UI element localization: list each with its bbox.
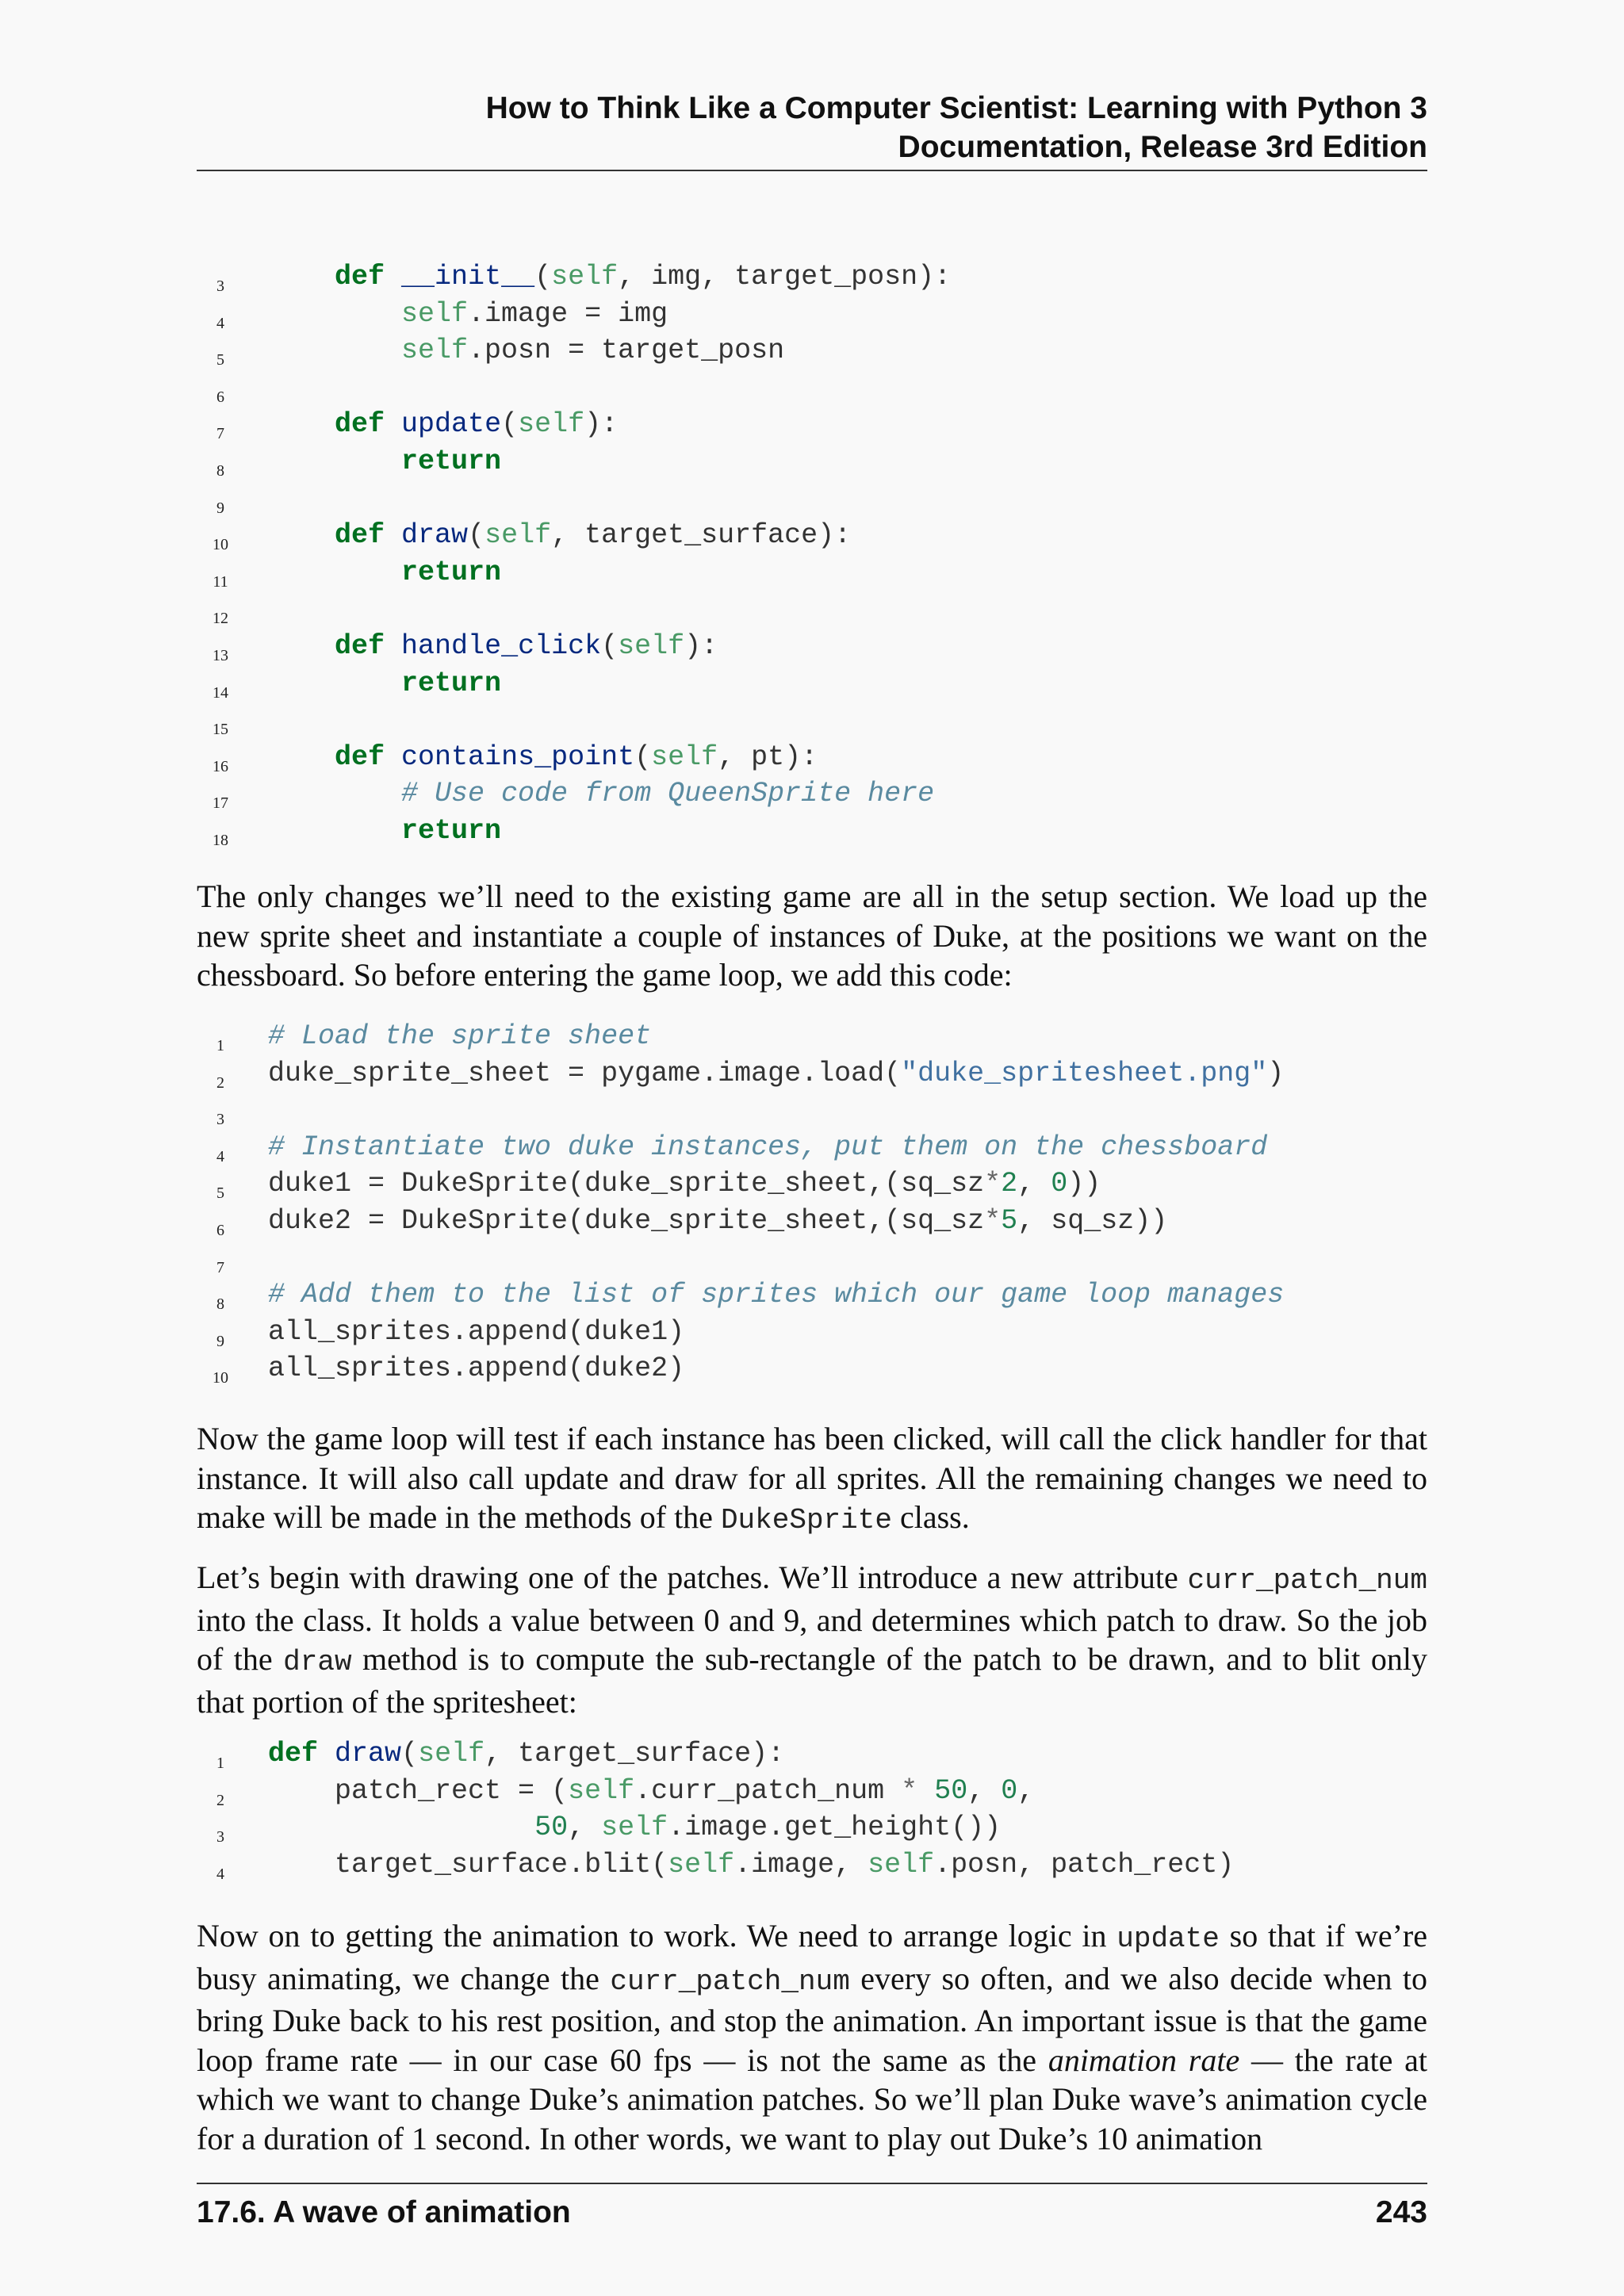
line-number: 10 bbox=[213, 536, 228, 554]
code-line bbox=[197, 369, 951, 407]
line-number: 3 bbox=[216, 277, 224, 295]
code-text: target_surface.blit( bbox=[335, 1848, 668, 1881]
code-line: 16 def contains_point(self, pt): bbox=[197, 739, 951, 776]
emphasis: animation rate bbox=[1048, 2042, 1240, 2078]
code-line bbox=[197, 1350, 1284, 1387]
code-text: .image.get_height()) bbox=[668, 1812, 1002, 1844]
code-text: , bbox=[1017, 1774, 1035, 1807]
self-keyword: self bbox=[401, 335, 469, 367]
text-run: — the rate at which we want to change Duke’s animation patches. So we’ll plan Duke wave’s animation cycle for a duration of 1 second. In other words, we want to play out Duke’s 10 animation bbox=[197, 2042, 1428, 2156]
code-line bbox=[197, 813, 951, 850]
page-number: 243 bbox=[1375, 2195, 1427, 2229]
code-text: patch_rect = ( bbox=[335, 1774, 569, 1807]
header-title-line1: How to Think Like a Computer Scientist: Learning with Python 3 bbox=[485, 91, 1427, 125]
line-number: 4 bbox=[216, 314, 224, 332]
code-line bbox=[197, 1129, 1284, 1166]
self-keyword: self bbox=[485, 519, 552, 552]
line-number: 6 bbox=[216, 388, 224, 406]
text-run: Now on to getting the animation to work. We need to arrange logic in bbox=[197, 1918, 1117, 1954]
header-title-line2: Documentation, Release 3rd Edition bbox=[898, 130, 1427, 164]
code-line bbox=[197, 1203, 1284, 1240]
self-keyword: self bbox=[668, 1848, 735, 1881]
line-number: 1 bbox=[216, 1037, 224, 1054]
line-number: 14 bbox=[213, 683, 228, 702]
code-line: 10 def draw(self, target_surface): bbox=[197, 517, 951, 554]
line-number: 9 bbox=[216, 499, 224, 517]
function-name: handle_click bbox=[401, 629, 602, 662]
code-line bbox=[197, 1165, 1284, 1203]
code-line bbox=[197, 591, 951, 628]
line-number: 1 bbox=[216, 1755, 224, 1772]
code-line bbox=[197, 332, 951, 369]
line-number: 8 bbox=[216, 461, 224, 480]
function-name: contains_point bbox=[401, 740, 635, 773]
code-line: 3 def __init__(self, img, target_posn): bbox=[197, 258, 951, 296]
line-number: 8 bbox=[216, 1295, 224, 1314]
self-keyword: self bbox=[568, 1774, 635, 1807]
keyword: def bbox=[335, 261, 385, 293]
line-number: 3 bbox=[216, 1828, 224, 1846]
code-text: duke_sprite_sheet = pygame.image.load( bbox=[268, 1057, 902, 1089]
code-text: .posn, patch_rect) bbox=[934, 1848, 1235, 1881]
code-text: .posn = target_posn bbox=[468, 335, 785, 367]
line-number: 5 bbox=[216, 351, 224, 369]
paragraph-game-loop bbox=[197, 1419, 1427, 1540]
keyword: return bbox=[401, 814, 502, 847]
section-title: 17.6. A wave of animation bbox=[197, 2195, 571, 2229]
self-keyword: self bbox=[651, 740, 718, 773]
line-number: 2 bbox=[216, 1073, 224, 1092]
self-keyword: self bbox=[518, 408, 585, 441]
code-text: , bbox=[1017, 1168, 1051, 1200]
number-literal: 50 bbox=[934, 1774, 968, 1807]
line-number: 3 bbox=[216, 1111, 224, 1129]
number-literal: 0 bbox=[1001, 1774, 1018, 1807]
number-literal: 50 bbox=[534, 1812, 569, 1844]
line-number: 12 bbox=[213, 610, 228, 628]
line-number: 10 bbox=[213, 1369, 228, 1387]
inline-code: curr_patch_num bbox=[610, 1965, 850, 1998]
self-keyword: self bbox=[601, 1812, 668, 1844]
line-number: 5 bbox=[216, 1184, 224, 1203]
code-line: 7 def update(self): bbox=[197, 406, 951, 443]
paragraph-animation bbox=[197, 1916, 1427, 2158]
keyword: return bbox=[401, 556, 502, 588]
line-number: 7 bbox=[216, 425, 224, 443]
running-footer bbox=[197, 2191, 1427, 2235]
code-text: , bbox=[568, 1812, 602, 1844]
code-text: , target_surface): bbox=[551, 519, 852, 552]
code-text: all_sprites.append(duke1) bbox=[268, 1315, 685, 1348]
code-text: .curr_patch_num bbox=[634, 1774, 902, 1807]
code-text: duke2 = DukeSprite(duke_sprite_sheet,(sq_sz bbox=[268, 1204, 985, 1237]
code-line bbox=[197, 702, 951, 739]
code-text: , img, target_posn): bbox=[618, 261, 952, 293]
code-line bbox=[197, 1018, 1284, 1055]
code-line bbox=[197, 1809, 1234, 1846]
keyword: def bbox=[335, 740, 385, 773]
inline-code: DukeSprite bbox=[720, 1504, 892, 1536]
line-number: 18 bbox=[213, 831, 228, 849]
code-line bbox=[197, 1055, 1284, 1093]
code-line bbox=[197, 1314, 1284, 1351]
code-line bbox=[197, 1092, 1284, 1129]
code-line bbox=[197, 443, 951, 480]
number-literal: 2 bbox=[1001, 1168, 1018, 1200]
code-line: 1 def draw(self, target_surface): bbox=[197, 1735, 1234, 1773]
running-header bbox=[197, 89, 1427, 166]
line-number: 13 bbox=[213, 646, 228, 664]
line-number: 2 bbox=[216, 1791, 224, 1809]
paragraph-drawing-patches bbox=[197, 1558, 1427, 1721]
code-text: , target_surface): bbox=[485, 1738, 785, 1770]
line-number: 9 bbox=[216, 1332, 224, 1350]
code-line bbox=[197, 1773, 1234, 1810]
function-name: __init__ bbox=[401, 261, 535, 293]
text-run: every so often, and we also decide when to bring Duke back to his rest position, and stop the animation. An important issue is that the game loop frame rate — in our case 60 fps — is not the same as the bbox=[197, 1960, 1428, 2078]
code-comment: # Use code from QueenSprite here bbox=[401, 778, 935, 810]
code-text: , sq_sz)) bbox=[1017, 1204, 1168, 1237]
code-comment: # Instantiate two duke instances, put them on the chessboard bbox=[268, 1131, 1268, 1163]
operator: * bbox=[984, 1168, 1002, 1200]
function-name: draw bbox=[335, 1738, 402, 1770]
keyword: def bbox=[335, 408, 385, 441]
text-run: class. bbox=[891, 1499, 970, 1535]
code-text: , pt): bbox=[718, 740, 818, 773]
code-text: ): bbox=[584, 408, 619, 441]
text-run: into the class. It holds a value between 0 and 9, and determines which patch to draw. So the job of the bbox=[197, 1601, 1427, 1677]
line-number: 7 bbox=[216, 1258, 224, 1276]
keyword: def bbox=[268, 1738, 319, 1770]
text-run: Let’s begin with drawing one of the patches. We’ll introduce a new attribute bbox=[197, 1559, 1188, 1595]
keyword: return bbox=[401, 445, 502, 477]
keyword: return bbox=[401, 667, 502, 699]
line-number: 17 bbox=[213, 794, 228, 813]
line-number: 4 bbox=[216, 1865, 224, 1883]
line-number: 11 bbox=[213, 572, 228, 591]
code-line bbox=[197, 480, 951, 518]
code-line bbox=[197, 665, 951, 702]
code-line: 13 def handle_click(self): bbox=[197, 628, 951, 665]
number-literal: 0 bbox=[1051, 1168, 1068, 1200]
operator: * bbox=[901, 1774, 918, 1807]
code-line bbox=[197, 296, 951, 333]
line-number: 16 bbox=[213, 757, 228, 775]
inline-code: draw bbox=[283, 1646, 352, 1678]
code-line bbox=[197, 1276, 1284, 1314]
line-number: 15 bbox=[213, 721, 228, 739]
code-line bbox=[197, 1846, 1234, 1884]
header-rule bbox=[197, 170, 1427, 171]
operator: * bbox=[984, 1204, 1002, 1237]
code-comment: # Add them to the list of sprites which our game loop manages bbox=[268, 1279, 1285, 1311]
line-number: 6 bbox=[216, 1221, 224, 1239]
code-text: ) bbox=[1267, 1057, 1285, 1089]
text-run: so that if we’re busy animating, we change the bbox=[197, 1918, 1428, 1996]
self-keyword: self bbox=[551, 261, 619, 293]
paragraph-setup-changes: The only changes we’ll need to the existing game are all in the setup section. We load up the new sprite sheet and instantiate a couple of instances of Duke, at the positions we want on the chessboard. So before entering the game loop, we add this code: bbox=[197, 878, 1427, 993]
code-text: .image, bbox=[734, 1848, 868, 1881]
line-number: 4 bbox=[216, 1147, 224, 1165]
keyword: def bbox=[335, 519, 385, 552]
code-text: , bbox=[967, 1774, 1002, 1807]
text-run: Now the game loop will test if each instance has been clicked, will call the click handler for that instance. It will also call update and draw for all sprites. All the remaining changes we need to make will be made in the methods of the bbox=[197, 1421, 1427, 1535]
self-keyword: self bbox=[401, 297, 469, 330]
text-run: method is to compute the sub-rectangle of the patch to be drawn, and to blit only that portion of the spritesheet: bbox=[197, 1641, 1428, 1720]
number-literal: 5 bbox=[1001, 1204, 1018, 1237]
function-name: update bbox=[401, 408, 502, 441]
code-block-class-methods bbox=[197, 258, 951, 850]
code-comment: # Load the sprite sheet bbox=[268, 1020, 652, 1052]
self-keyword: self bbox=[618, 629, 685, 662]
inline-code: update bbox=[1116, 1923, 1220, 1955]
code-text: duke1 = DukeSprite(duke_sprite_sheet,(sq_sz bbox=[268, 1168, 985, 1200]
code-line bbox=[197, 554, 951, 591]
keyword: def bbox=[335, 629, 385, 662]
code-block-draw-method bbox=[197, 1735, 1234, 1883]
code-text: )) bbox=[1067, 1168, 1101, 1200]
inline-code: curr_patch_num bbox=[1187, 1564, 1427, 1597]
code-text: .image = img bbox=[468, 297, 668, 330]
code-text: all_sprites.append(duke2) bbox=[268, 1353, 685, 1385]
self-keyword: self bbox=[418, 1738, 485, 1770]
footer-rule bbox=[197, 2183, 1427, 2184]
code-block-setup bbox=[197, 1018, 1284, 1387]
self-keyword: self bbox=[868, 1848, 935, 1881]
function-name: draw bbox=[401, 519, 469, 552]
code-line bbox=[197, 1240, 1284, 1277]
code-line bbox=[197, 775, 951, 813]
string-literal: "duke_spritesheet.png" bbox=[901, 1057, 1268, 1089]
code-text: ): bbox=[684, 629, 718, 662]
